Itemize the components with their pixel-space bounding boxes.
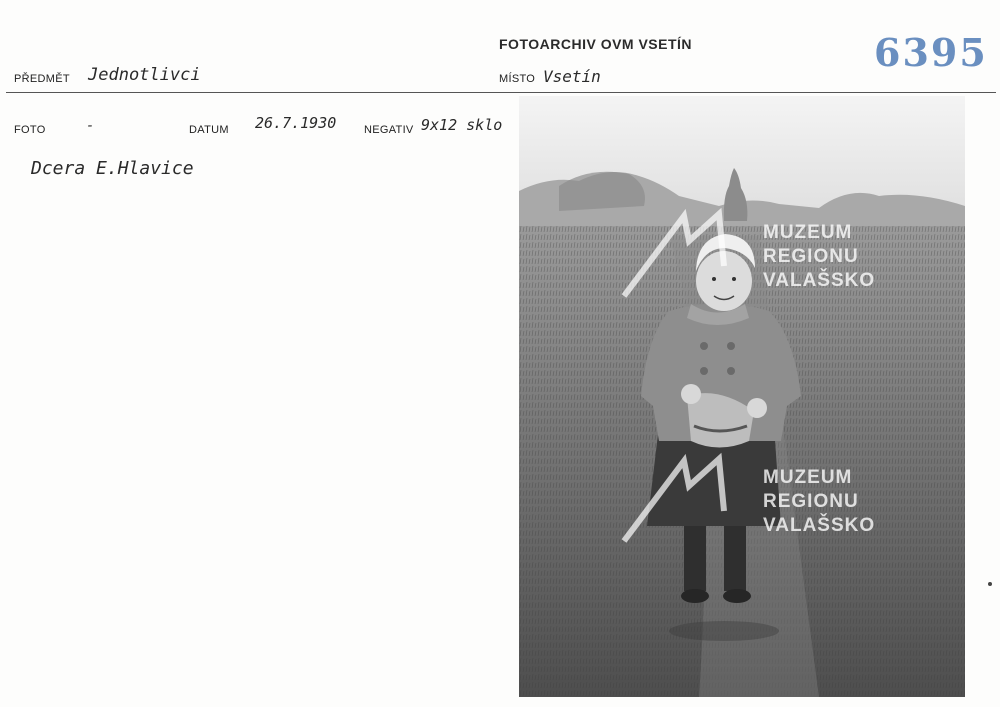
watermark-top — [763, 221, 875, 293]
foto-value: - — [86, 118, 95, 134]
misto-value: Vsetín — [543, 67, 601, 86]
misto-label: MÍSTO — [499, 73, 536, 85]
watermark-line1: MUZEUM — [763, 222, 853, 243]
paper-speck — [988, 582, 992, 586]
watermark-line3-bottom: VALAŠSKO — [763, 515, 876, 536]
archive-title: FOTOARCHIV OVM VSETÍN — [499, 36, 693, 52]
datum-value: 26.7.1930 — [255, 114, 337, 132]
watermark-line3: VALAŠSKO — [763, 270, 876, 291]
watermark-line1-bottom: MUZEUM — [763, 467, 853, 488]
negativ-label: NEGATIV — [364, 124, 414, 136]
predmet-label: PŘEDMĚT — [14, 73, 70, 85]
watermark-bottom — [763, 466, 875, 538]
predmet-value: Jednotlivci — [88, 65, 201, 85]
catalog-number: 6395 — [874, 30, 988, 75]
datum-label: DATUM — [189, 124, 229, 136]
watermark-line2-bottom: REGIONU — [763, 491, 859, 512]
archival-photograph — [519, 96, 965, 697]
watermark-line2: REGIONU — [763, 246, 859, 267]
photo-description: Dcera E.Hlavice — [31, 158, 194, 179]
negativ-value: 9x12 sklo — [421, 116, 503, 134]
header-divider — [6, 92, 996, 93]
photo-image — [519, 96, 965, 697]
foto-label: FOTO — [14, 124, 46, 136]
